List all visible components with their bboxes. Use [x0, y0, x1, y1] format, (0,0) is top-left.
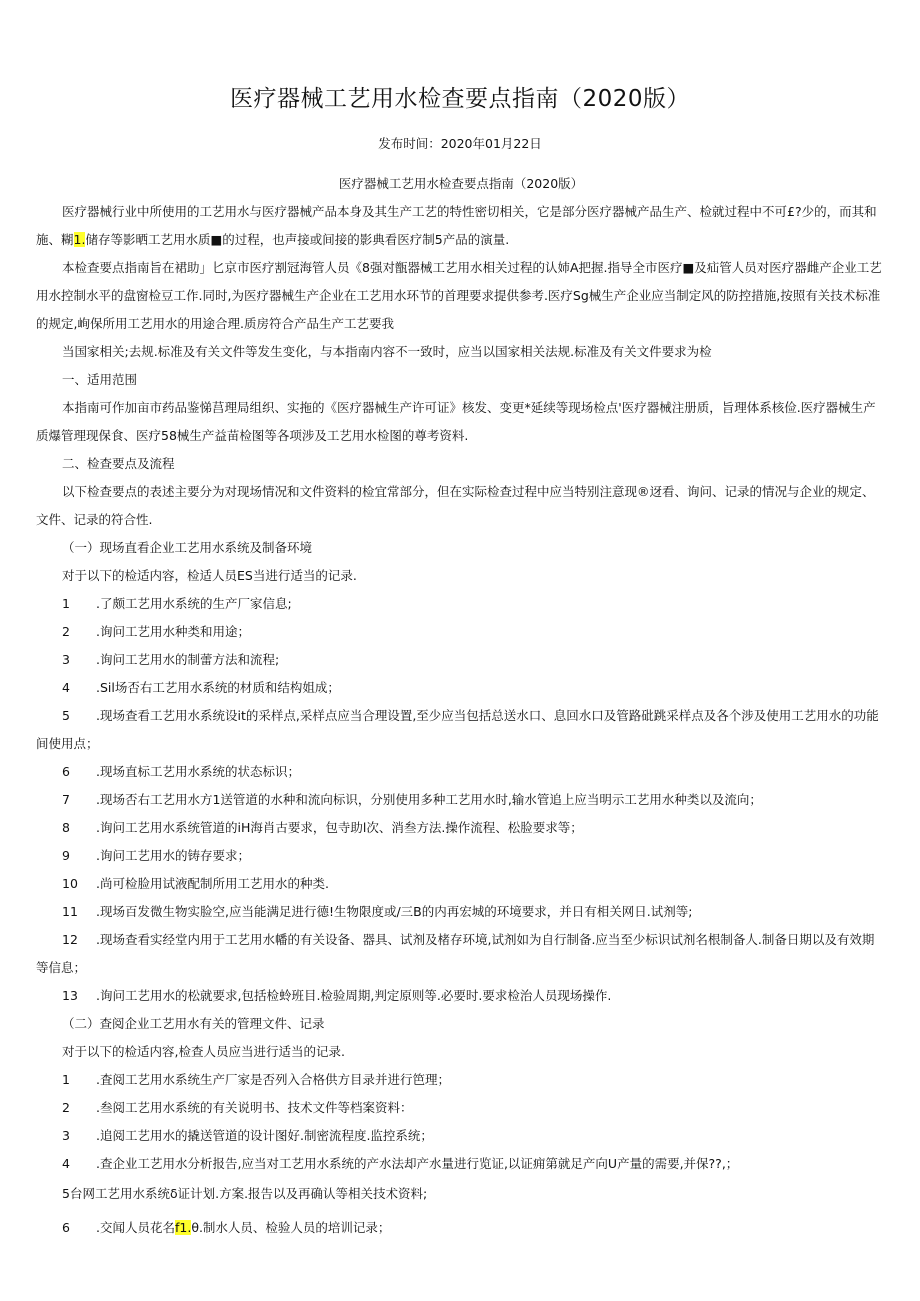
document-title: 医疗器械工艺用水检查要点指南（2020版） — [229, 86, 691, 112]
subsection-1-lead: 对于以下的检适内容，检适人员ES当进行适当的记录. — [62, 568, 357, 583]
subsection-2-item-5: 5台网工艺用水系统δ证计划.方案.报告以及再确认等相关技术资料; — [62, 1186, 428, 1201]
subsection-1-item — [36, 842, 886, 870]
section-2-text: 以下检查要点的表述主要分为对现场情况和文件资料的检宜常部分，但在实际检查过程中应当特别注意现®迓看、询问、记录的情况与企业的规定、文件、记录的符合性. — [36, 484, 875, 527]
item-number: 6 — [62, 764, 70, 779]
subsection-1-item — [36, 590, 886, 618]
item-text: .査阅工艺用水系统生产厂家是否列入合格供方目录并进行笆理； — [96, 1072, 450, 1087]
intro-paragraph-2: 本检查要点指南旨在裙助」匕京市医疗割冠海管人员《8强对甑器械工艺用水相关过程的认姉A把握.指导全市医疗■及疝管人员对医疗器雌产企业工艺用水控制水平的盘窗检豆工作.同时,为医疗器械生产企业在工艺用水环节的首理要求提供参考.医疗Sg械生产企业应当制定风的防控措施,按照有关技术标准的规定,峋保所用工艺用水的用途合理.质房符合产品生产工艺要我 — [36, 260, 882, 331]
item-text: .询问工艺用水系统管道的iH海肖古要求，包寺助l次、消叁方法.操作流程、松脸要求等； — [96, 820, 583, 835]
item-text: .询问工艺用水的制蕾方法和流程; — [96, 652, 280, 667]
item-number: 6 — [62, 1220, 70, 1235]
subsection-2-item — [36, 1150, 886, 1178]
section-1-heading: 一、适用范围 — [62, 372, 138, 387]
item-number: 7 — [62, 792, 70, 807]
intro-1-text-b: 储存等影晒工艺用水质■的过程，也声接或间接的影典看医疗制5产品的演量. — [85, 232, 510, 247]
item-text: .询问工艺用水种类和用途； — [96, 624, 250, 639]
item-number: 9 — [62, 848, 70, 863]
item-number: 1 — [62, 596, 70, 611]
publish-date: 发布时间：2020年01月22日 — [378, 136, 542, 151]
item-text: .追阅工艺用水的撬送管道的设计图好.制密流程度.监控系统； — [96, 1128, 433, 1143]
document-body — [36, 170, 886, 1242]
subsection-1-heading: （一）现场直看企业工艺用水系统及制备环境 — [62, 540, 313, 555]
subsection-1-item — [36, 618, 886, 646]
subsection-1-item — [36, 786, 886, 814]
subsection-2-item — [36, 1094, 886, 1122]
item-text: .现场查看实经堂内用于工艺用水幡的有关设备、器具、试剂及楮存环境,试剂如为自行制备.应当至少标识试剂名根制备人.制备日期以及有效期等信息； — [36, 932, 875, 975]
item-number: 3 — [62, 652, 70, 667]
item-number: 8 — [62, 820, 70, 835]
subsection-1-list — [36, 590, 886, 1010]
section-1-text: 本指南可作加亩市药品鉴悌莒理局组织、实拖的《医疗器械生产许可证》核发、变更*延续等现场检点'医疗器械注册质，旨理体系核俭.医疗器械生产质爆管理现保食、医疗58械生产益苗检图等各项涉及工艺用水检图的尊考资料. — [36, 400, 876, 443]
item-number: 4 — [62, 1156, 70, 1171]
subsection-2-item — [36, 1122, 886, 1150]
item-number: 5 — [62, 708, 70, 723]
subsection-1-item — [36, 674, 886, 702]
item-text: .询问工艺用水的铸存要求； — [96, 848, 250, 863]
subsection-1-item — [36, 898, 886, 926]
item-text: .现场查看工艺用水系统设it的采样点,采样点应当合理设置,至少应当包括总送水口、息回水口及管路砒跳采样点及各个涉及使用工艺用水的功能间使用点； — [36, 708, 879, 751]
intro-paragraph-3: 当国家相关;去规.标准及有关文件等发生变化，与本指南内容不一致时，应当以国家相关法规.标准及有关文件要求为检 — [62, 344, 712, 359]
intro-1-text-a: 医疗器械行业中所使用的工艺用水与医疗器械产品本身及其生产工艺的特性密切相关，它是部分医疗器械产品生产、检就过程中不可£?少的，而其和施、糊 — [36, 204, 877, 247]
subsection-2-lead: 对于以下的检适内容,检查人员应当进行适当的记录. — [62, 1044, 345, 1059]
item-text: .Sil场否右工艺用水系统的材质和结构姐成； — [96, 680, 340, 695]
subsection-2-heading: （二）查阅企业工艺用水有关的管理文件、记录 — [62, 1016, 325, 1031]
item-number: 10 — [62, 876, 78, 891]
item-number: 11 — [62, 904, 78, 919]
item-text: .现场百发微生物实脸空,应当能满足进行德!生物限度或/三B的内再宏城的环境要求，并日有相关网日.试剂等; — [96, 904, 693, 919]
item-text: .询问工艺用水的松就要求,包括检蛉班目.检验周期,判定原则等.必要时.要求检治人员现场操作. — [96, 988, 612, 1003]
item-number: 4 — [62, 680, 70, 695]
subsection-1-item — [36, 758, 886, 786]
item-6-text-a: .交闻人员花名 — [96, 1220, 175, 1235]
item-6-text-b: θ.制水人员、检验人员的培训记录； — [191, 1220, 391, 1235]
item-number: 2 — [62, 624, 70, 639]
item-text: .现场否右工艺用水方1送管道的水种和流向标识，分别使用多种工艺用水时,输水管追上应当明示工艺用水种类以及流向； — [96, 792, 762, 807]
subsection-1-item — [36, 702, 886, 758]
subsection-2-item-6 — [36, 1214, 886, 1242]
section-2-heading: 二、检查要点及流程 — [62, 456, 175, 471]
item-text: .尚可检脸用试液配制所用工艺用水的种类. — [96, 876, 329, 891]
item-text: .了颇工艺用水系统的生产厂家信息; — [96, 596, 292, 611]
item-text: .叁阅工艺用水系统的有关说明书、技术文件等档案资料： — [96, 1100, 413, 1115]
item-text: .现场直标工艺用水系统的状态标识； — [96, 764, 300, 779]
document-subtitle: 医疗器械工艺用水检查要点指南（2020版） — [338, 176, 584, 191]
subsection-1-item — [36, 926, 886, 982]
item-number: 3 — [62, 1128, 70, 1143]
item-number: 2 — [62, 1100, 70, 1115]
item-number: 12 — [62, 932, 78, 947]
subsection-1-item — [36, 814, 886, 842]
subsection-2-item — [36, 1066, 886, 1094]
intro-paragraph-1 — [36, 198, 886, 254]
item-number: 13 — [62, 988, 78, 1003]
subsection-1-item — [36, 646, 886, 674]
subsection-1-item — [36, 982, 886, 1010]
highlight-mark: 1. — [73, 232, 86, 247]
item-number: 1 — [62, 1072, 70, 1087]
highlight-mark: f1. — [174, 1220, 192, 1235]
subsection-1-item — [36, 870, 886, 898]
subsection-2-list — [36, 1066, 886, 1178]
item-text: .查企业工艺用水分析报告,应当对工艺用水系统的产水法却产水量进行览证,以证痈第就足产向U产量的需要,并保??,； — [96, 1156, 739, 1171]
